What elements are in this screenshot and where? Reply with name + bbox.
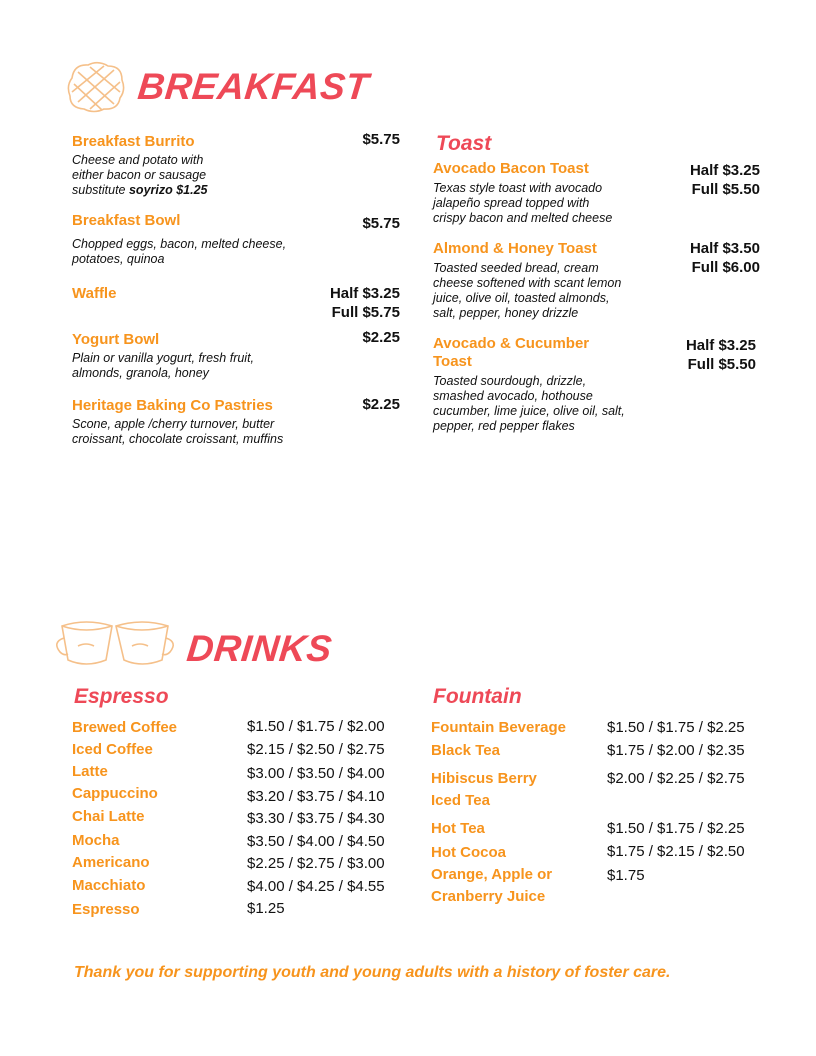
drink-price: $2.15 / $2.50 / $2.75 [247, 741, 385, 758]
drink-name: Americano [72, 854, 150, 871]
drinks-title: DRINKS [184, 628, 335, 669]
fountain-title: Fountain [433, 685, 522, 708]
drink-price: $1.75 [607, 867, 645, 884]
breakfast-item-price: $2.25 [362, 329, 400, 346]
toast-item-name: Avocado Bacon Toast [433, 160, 589, 177]
drink-name: Hot Cocoa [431, 844, 506, 861]
breakfast-item-desc: Scone, apple /cherry turnover, butter croissant, chocolate croissant, muffins [72, 417, 284, 446]
drink-name: Mocha [72, 832, 120, 849]
drink-name: Hibiscus Berry Iced Tea [431, 770, 537, 809]
drink-name: Latte [72, 763, 108, 780]
breakfast-item-price: $5.75 [362, 215, 400, 232]
drink-name: Chai Latte [72, 808, 145, 825]
drink-name: Iced Coffee [72, 741, 153, 758]
breakfast-item-price-half: Half $3.25 [329, 285, 400, 302]
breakfast-item-price: $2.25 [362, 396, 400, 413]
toast-item-price-half: Half $3.25 [689, 162, 760, 179]
breakfast-item-name: Yogurt Bowl [72, 331, 160, 348]
drink-name: Espresso [72, 901, 140, 918]
breakfast-item-name: Waffle [72, 285, 117, 302]
toast-title: Toast [436, 132, 492, 155]
drink-price: $3.50 / $4.00 / $4.50 [247, 833, 385, 850]
drink-price: $3.00 / $3.50 / $4.00 [247, 765, 385, 782]
toast-item-price-half: Half $3.25 [685, 337, 756, 354]
breakfast-item-name: Breakfast Bowl [72, 212, 181, 229]
coffee-cups-icon [56, 616, 176, 674]
toast-item-price-half: Half $3.50 [689, 240, 760, 257]
breakfast-item-desc: Cheese and potato with either bacon or sausage substitute soyrizo $1.25 [72, 153, 208, 197]
drink-price: $1.50 / $1.75 / $2.25 [607, 719, 745, 736]
drink-price: $1.50 / $1.75 / $2.00 [247, 718, 385, 735]
drink-price: $3.20 / $3.75 / $4.10 [247, 788, 385, 805]
breakfast-item-price: $5.75 [362, 131, 400, 148]
drink-name: Orange, Apple or Cranberry Juice [431, 866, 553, 905]
drink-price: $1.75 / $2.15 / $2.50 [607, 843, 745, 860]
toast-item-price-full: Full $6.00 [691, 259, 760, 276]
toast-item-desc: Toasted seeded bread, cream cheese softened with scant lemon juice, olive oil, toasted almonds, salt, pepper, honey drizzle [433, 261, 622, 320]
breakfast-title: BREAKFAST [135, 66, 371, 107]
drink-price: $2.25 / $2.75 / $3.00 [247, 855, 385, 872]
footer-note: Thank you for supporting youth and young adults with a history of foster care. [74, 964, 671, 981]
breakfast-item-name: Breakfast Burrito [72, 133, 195, 150]
drink-price: $2.00 / $2.25 / $2.75 [607, 770, 745, 787]
breakfast-item-name: Heritage Baking Co Pastries [72, 397, 273, 414]
breakfast-item-price-full: Full $5.75 [331, 304, 400, 321]
drink-name: Cappuccino [72, 785, 158, 802]
drink-name: Fountain Beverage [431, 719, 567, 736]
drink-name: Macchiato [72, 877, 146, 894]
drink-price: $1.25 [247, 900, 285, 917]
waffle-icon [64, 58, 128, 114]
drink-price: $4.00 / $4.25 / $4.55 [247, 878, 385, 895]
breakfast-item-desc: Chopped eggs, bacon, melted cheese, potatoes, quinoa [72, 237, 287, 266]
toast-item-price-full: Full $5.50 [691, 181, 760, 198]
toast-item-desc: Texas style toast with avocado jalapeño spread topped with crispy bacon and melted cheese [433, 181, 613, 225]
toast-item-desc: Toasted sourdough, drizzle, smashed avocado, hothouse cucumber, lime juice, olive oil, salt, pepper, red pepper flakes [433, 374, 625, 433]
breakfast-item-desc: Plain or vanilla yogurt, fresh fruit, almonds, granola, honey [72, 351, 255, 380]
drink-price: $1.50 / $1.75 / $2.25 [607, 820, 745, 837]
drink-name: Brewed Coffee [72, 719, 178, 736]
toast-item-price-full: Full $5.50 [687, 356, 756, 373]
toast-item-name: Almond & Honey Toast [433, 240, 597, 257]
toast-item-name: Avocado & Cucumber Toast [433, 335, 590, 370]
drink-price: $3.30 / $3.75 / $4.30 [247, 810, 385, 827]
drink-name: Black Tea [431, 742, 500, 759]
drink-name: Hot Tea [431, 820, 485, 837]
espresso-title: Espresso [74, 685, 169, 708]
drink-price: $1.75 / $2.00 / $2.35 [607, 742, 745, 759]
